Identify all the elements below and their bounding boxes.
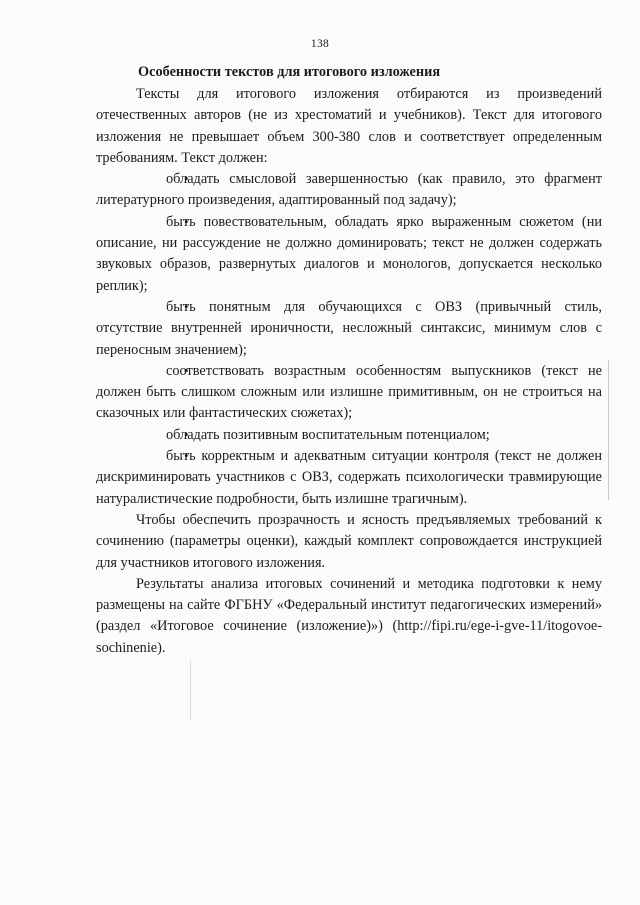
document-body	[96, 62, 602, 659]
requirement-item	[96, 446, 602, 510]
requirement-text: быть корректным и адекватным ситуации контроля (текст не должен дискриминировать участников с ОВЗ, содержать психологически травмирующие натуралистические подробности, быть излишне трагичным).	[96, 448, 602, 507]
intro-paragraph: Тексты для итогового изложения отбираются из произведений отечественных авторов (не из хрестоматий и учебников). Текст для итогового изложения не превышает объем 300-380 слов и соответствует определенным требованиям. Текст должен:	[96, 86, 602, 166]
transparency-paragraph: Чтобы обеспечить прозрачность и ясность предъявляемых требований к сочинению (параметры оценки), каждый комплект сопровождается инструкцией для участников итогового изложения.	[96, 511, 602, 571]
requirement-item	[96, 297, 602, 361]
requirement-text: обладать позитивным воспитательным потенциалом;	[166, 426, 490, 443]
scan-artifact	[608, 360, 609, 500]
results-paragraph: Результаты анализа итоговых сочинений и методика подготовки к нему размещены на сайте ФГБНУ «Федеральный институт педагогических измерений» (раздел «Итоговое сочинение (изложение)») (http://fipi.ru/ege-i-gve-11/itogovoe-sochinenie).	[96, 575, 602, 656]
requirement-item	[96, 212, 602, 297]
requirement-item	[96, 425, 602, 446]
requirement-text: быть понятным для обучающихся с ОВЗ (привычный стиль, отсутствие внутренней ироничности, несложный синтаксис, минимум слов с переносным значением);	[96, 298, 602, 358]
page-number: 138	[310, 38, 330, 50]
requirement-item	[96, 169, 602, 212]
requirement-text: соответствовать возрастным особенностям выпускников (текст не должен быть слишком сложным или излишне примитивным, он не строиться на сказочных или фантастических сюжетах);	[96, 362, 602, 422]
scan-artifact	[190, 660, 191, 720]
section-title: Особенности текстов для итогового изложения	[138, 64, 441, 80]
requirement-text: обладать смысловой завершенностью (как правило, это фрагмент литературного произведения, адаптированный под задачу);	[96, 171, 602, 209]
requirement-item	[96, 361, 602, 425]
requirement-text: быть повествовательным, обладать ярко выраженным сюжетом (ни описание, ни рассуждение не должно доминировать; текст не должен содержать звуковых образов, развернутых диалогов и монологов, допускается несколько реплик);	[96, 213, 602, 294]
